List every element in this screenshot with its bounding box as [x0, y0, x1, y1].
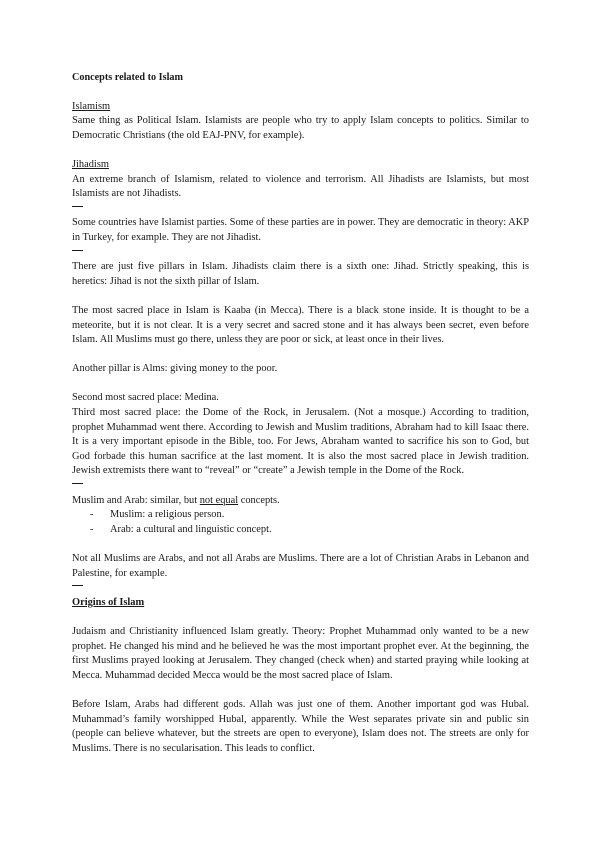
- paragraph-origins-1: Judaism and Christianity influenced Islam greatly. Theory: Prophet Muhammad only wanted to be a new prophet. He changed his mind and he believed he was the most important prophet ever. At the beginning, the first Muslims prayed looking at Jerusalem. They changed (check when) and started praying while looking at Mecca. Muhammad decided Mecca would be the most sacred place of Islam.: [72, 625, 529, 681]
- separator: [72, 202, 529, 217]
- document-title: Concepts related to Islam: [72, 72, 184, 83]
- list-item: - Muslim: a religious person.: [90, 508, 529, 523]
- paragraph-jihadism: An extreme branch of Islamism, related to violence and terrorism. All Jihadists are Islamists, but most Islamists are not Jihadists.: [72, 173, 529, 200]
- muslim-arab-text: Muslim and Arab: similar, but: [72, 494, 200, 506]
- separator: [72, 246, 529, 261]
- separator-mark: [72, 206, 83, 207]
- separator: [72, 581, 529, 596]
- paragraph-five-pillars: There are just five pillars in Islam. Jihadists claim there is a sixth one: Jihad. Strictly speaking, this is heretics: Jihad is not the sixth pillar of Islam.: [72, 261, 529, 287]
- spacer: [72, 610, 529, 625]
- definition-list: [72, 508, 529, 537]
- spacer: [72, 683, 529, 698]
- muslim-arab-underlined: not equal: [199, 494, 239, 506]
- spacer: [72, 537, 529, 552]
- heading-origins: Origins of Islam: [72, 596, 145, 608]
- paragraph-islamism: Same thing as Political Islam. Islamists are people who try to apply Islam concepts to politics. Similar to Democratic Christians (the old EAJ-PNV, for example).: [72, 115, 529, 141]
- spacer: [72, 348, 529, 363]
- paragraph-muslim-arab: [72, 494, 529, 509]
- spacer: [72, 289, 529, 304]
- separator: [72, 479, 529, 494]
- separator-mark: [72, 250, 83, 251]
- heading-jihadism: Jihadism: [72, 158, 109, 170]
- paragraph-medina: Second most sacred place: Medina.: [72, 392, 219, 404]
- paragraph-dome-of-the-rock: Third most sacred place: the Dome of the Rock, in Jerusalem. (Not a mosque.) According to tradition, prophet Muhammad went there. According to Jewish and Muslim traditions, Abraham had to kill Isaac there. It is a very important episode in the Bible, too. For Jews, Abraham wanted to sacrifice his son to God, but God forbade this human sacrifice at the last moment. It is also the most sacred place in Jewish tradition. Jewish extremists there want to “reveal” or “create” a Jewish temple in the Dome of the Rock.: [72, 407, 529, 477]
- list-item: - Arab: a cultural and linguistic concept.: [90, 523, 529, 538]
- paragraph-not-all: Not all Muslims are Arabs, and not all Arabs are Muslims. There are a lot of Christian Arabs in Lebanon and Palestine, for example.: [72, 553, 529, 579]
- paragraph-kaaba: The most sacred place in Islam is Kaaba (in Mecca). There is a black stone inside. It is thought to be a meteorite, but it is not clear. It is a very secret and sacred stone and it has always been secret, even before Islam. All Muslims must go there, unless they are poor or sick, at least once in their lives.: [72, 304, 529, 346]
- paragraph-islamist-parties: Some countries have Islamist parties. Some of these parties are in power. They are democratic in theory: AKP in Turkey, for example. They are not Jihadist.: [72, 217, 529, 243]
- spacer: [72, 143, 529, 158]
- document-body: [72, 71, 529, 756]
- spacer: [72, 377, 529, 392]
- paragraph-alms: Another pillar is Alms: giving money to the poor.: [72, 363, 278, 375]
- paragraph-origins-2: Before Islam, Arabs had different gods. Allah was just one of them. Another important god was Hubal. Muhammad’s family worshipped Hubal, apparently. While the West separates private sin and public sin (people can believe whatever, but the streets are open to everyone), Islam does not. The streets are only for Muslims. There is no secularisation. This leads to conflict.: [72, 698, 529, 754]
- heading-islamism: Islamism: [72, 100, 111, 112]
- separator-mark: [72, 585, 83, 586]
- muslim-arab-text-end: concepts.: [238, 494, 280, 506]
- separator-mark: [72, 483, 83, 484]
